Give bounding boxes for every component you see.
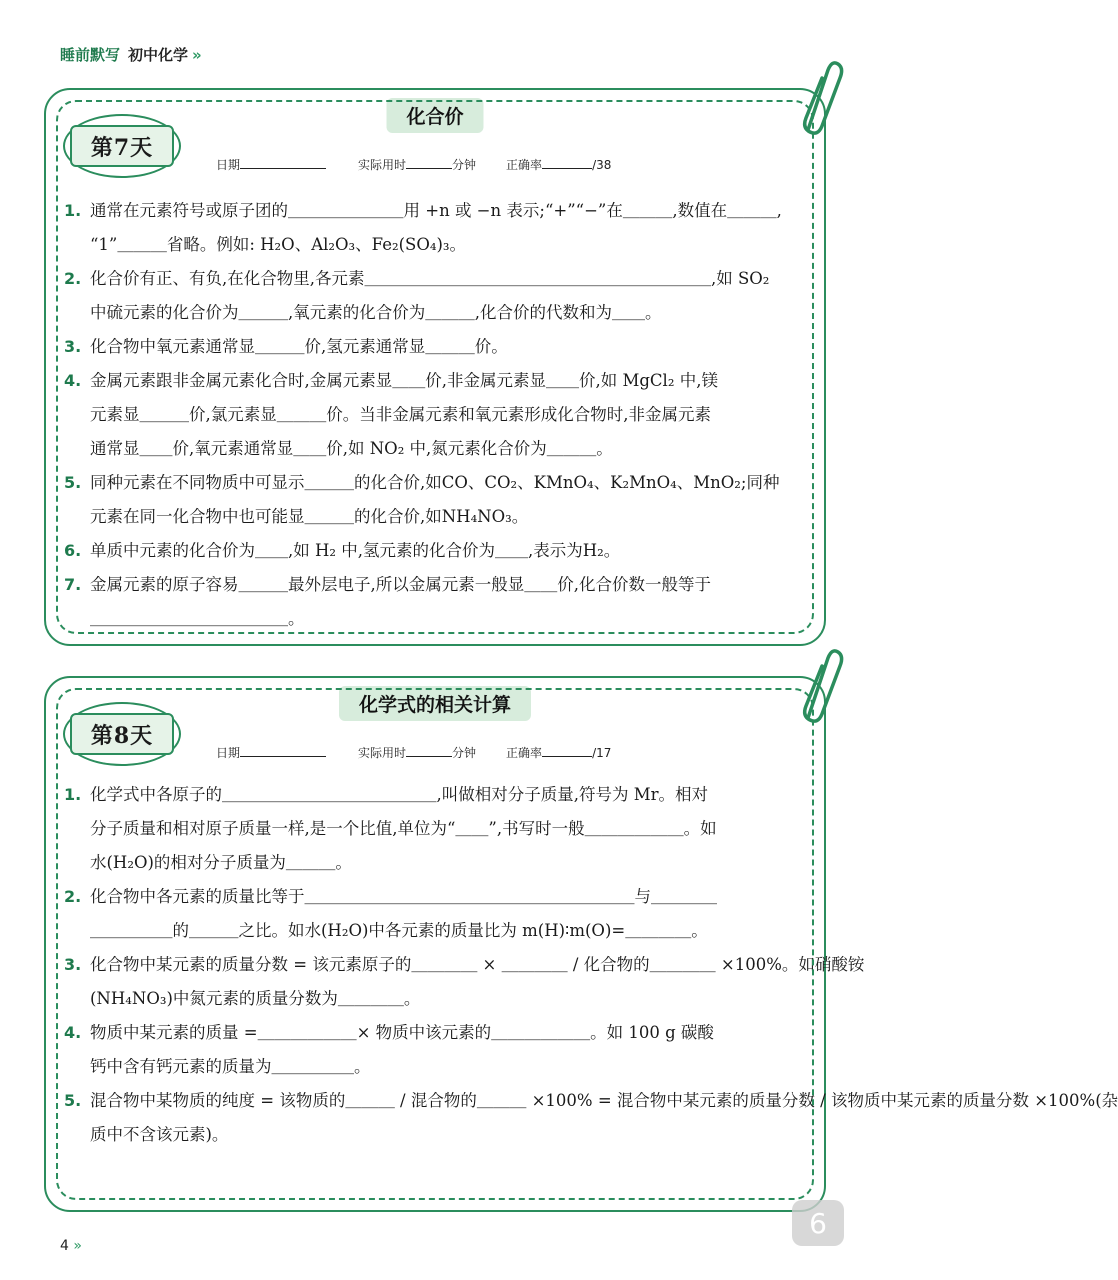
question-text xyxy=(90,466,806,534)
time-unit: 分钟 xyxy=(452,746,477,760)
question-line: 元素在同一化合物中也可能显＿＿＿的化合价,如NH₄NO₃。 xyxy=(90,507,529,526)
question-text xyxy=(90,1084,1118,1152)
question-line: 分子质量和相对原子质量一样,是一个比值,单位为“＿＿”,书写时一般＿＿＿＿＿＿。如 xyxy=(90,819,717,838)
section-title: 化合价 xyxy=(386,98,483,133)
question-number: 7. xyxy=(64,575,82,594)
subject-title: 初中化学 xyxy=(128,46,189,64)
book-title: 睡前默写 xyxy=(60,46,121,64)
accuracy-blank[interactable] xyxy=(542,744,592,757)
paperclip-icon xyxy=(794,648,842,726)
question-number: 4. xyxy=(64,1023,82,1042)
accuracy-total: /38 xyxy=(592,158,612,172)
question-item xyxy=(64,1016,806,1084)
page-number xyxy=(60,1238,82,1254)
question-text xyxy=(90,364,806,466)
date-label: 日期 xyxy=(216,158,241,172)
question-number: 2. xyxy=(64,269,82,288)
question-line: 化合物中氧元素通常显＿＿＿价,氢元素通常显＿＿＿价。 xyxy=(90,337,508,356)
question-text xyxy=(90,948,864,1016)
chevron-right-icon: » xyxy=(192,46,202,64)
day-badge xyxy=(63,114,181,178)
question-text xyxy=(90,194,806,262)
question-list xyxy=(64,778,1118,1152)
accuracy-label: 正确率 xyxy=(506,746,543,760)
time-blank[interactable] xyxy=(406,744,452,757)
question-line: 中硫元素的化合价为＿＿＿,氧元素的化合价为＿＿＿,化合价的代数和为＿＿。 xyxy=(90,303,662,322)
question-item xyxy=(64,534,806,568)
question-line: 化合物中各元素的质量比等于＿＿＿＿＿＿＿＿＿＿＿＿＿＿＿＿＿＿＿＿与＿＿＿＿ xyxy=(90,887,717,906)
question-line: 金属元素跟非金属元素化合时,金属元素显＿＿价,非金属元素显＿＿价,如 MgCl₂ 中,镁 xyxy=(90,371,718,390)
question-line: (NH₄NO₃)中氮元素的质量分数为＿＿＿＿。 xyxy=(90,989,421,1008)
time-unit: 分钟 xyxy=(452,158,477,172)
question-line: 通常在元素符号或原子团的＿＿＿＿＿＿＿用 +n 或 −n 表示;“+”“−”在＿＿＿,数值在＿＿＿, xyxy=(90,201,782,220)
section-title: 化学式的相关计算 xyxy=(339,686,531,721)
running-head xyxy=(60,44,202,65)
question-number: 2. xyxy=(64,887,82,906)
time-label: 实际用时 xyxy=(358,158,407,172)
question-number: 6. xyxy=(64,541,82,560)
chevron-right-icon: » xyxy=(73,1238,82,1254)
question-line: 质中不含该元素)。 xyxy=(90,1125,229,1144)
question-text xyxy=(90,778,806,880)
time-blank[interactable] xyxy=(406,156,452,169)
question-line: 物质中某元素的质量 =＿＿＿＿＿＿× 物质中该元素的＿＿＿＿＿＿。如 100 g 碳酸 xyxy=(90,1023,714,1042)
question-line: 混合物中某物质的纯度 = 该物质的＿＿＿ / 混合物的＿＿＿ ×100% = 混合物中某元素的质量分数 / 该物质中某元素的质量分数 ×100%(杂 xyxy=(90,1091,1118,1110)
question-number: 3. xyxy=(64,337,82,356)
question-item xyxy=(64,466,806,534)
question-text xyxy=(90,534,806,568)
question-line: 化合价有正、有负,在化合物里,各元素＿＿＿＿＿＿＿＿＿＿＿＿＿＿＿＿＿＿＿＿＿,如 SO₂ xyxy=(90,269,770,288)
question-line: 金属元素的原子容易＿＿＿最外层电子,所以金属元素一般显＿＿价,化合价数一般等于 xyxy=(90,575,711,594)
question-item xyxy=(64,778,806,880)
accuracy-label: 正确率 xyxy=(506,158,543,172)
question-text xyxy=(90,262,806,330)
watermark-badge: 6 xyxy=(792,1200,844,1246)
question-line: 化合物中某元素的质量分数 = 该元素原子的＿＿＿＿ × ＿＿＿＿ / 化合物的＿＿＿＿ ×100%。如硝酸铵 xyxy=(90,955,865,974)
meta-row xyxy=(216,744,611,761)
date-label: 日期 xyxy=(216,746,241,760)
paperclip-icon xyxy=(794,60,842,138)
question-line: 单质中元素的化合价为＿＿,如 H₂ 中,氢元素的化合价为＿＿,表示为H₂。 xyxy=(90,541,621,560)
question-line: 水(H₂O)的相对分子质量为＿＿＿。 xyxy=(90,853,352,872)
question-number: 1. xyxy=(64,785,82,804)
question-line: 元素显＿＿＿价,氯元素显＿＿＿价。当非金属元素和氧元素形成化合物时,非金属元素 xyxy=(90,405,711,424)
question-item xyxy=(64,1084,1118,1152)
question-item xyxy=(64,364,806,466)
question-line: 化学式中各原子的＿＿＿＿＿＿＿＿＿＿＿＿＿,叫做相对分子质量,符号为 Mr。相对 xyxy=(90,785,709,804)
question-line: ＿＿＿＿＿＿＿＿＿＿＿＿。 xyxy=(90,609,305,628)
question-item xyxy=(64,194,806,262)
question-number: 5. xyxy=(64,1091,82,1110)
meta-row xyxy=(216,156,611,173)
question-text xyxy=(90,880,806,948)
day8-card xyxy=(44,676,1118,1212)
date-blank[interactable] xyxy=(240,744,326,757)
accuracy-total: /17 xyxy=(592,746,612,760)
page-number-value: 4 xyxy=(60,1238,69,1254)
question-line: 钙中含有钙元素的质量为＿＿＿＿＿。 xyxy=(90,1057,371,1076)
question-line: ＿＿＿＿＿的＿＿＿之比。如水(H₂O)中各元素的质量比为 m(H)∶m(O)=＿＿＿＿。 xyxy=(90,921,708,940)
question-text xyxy=(90,330,806,364)
question-line: 同种元素在不同物质中可显示＿＿＿的化合价,如CO、CO₂、KMnO₄、K₂MnO₄、MnO₂;同种 xyxy=(90,473,780,492)
question-item xyxy=(64,330,806,364)
question-number: 4. xyxy=(64,371,82,390)
question-list xyxy=(64,194,806,636)
day-label: 第7天 xyxy=(70,125,174,167)
question-text xyxy=(90,1016,806,1084)
day-badge xyxy=(63,702,181,766)
question-number: 5. xyxy=(64,473,82,492)
day-label: 第8天 xyxy=(70,713,174,755)
question-item xyxy=(64,262,806,330)
date-blank[interactable] xyxy=(240,156,326,169)
question-line: 通常显＿＿价,氧元素通常显＿＿价,如 NO₂ 中,氮元素化合价为＿＿＿。 xyxy=(90,439,613,458)
day7-card xyxy=(44,88,826,646)
question-number: 3. xyxy=(64,955,82,974)
question-number: 1. xyxy=(64,201,82,220)
time-label: 实际用时 xyxy=(358,746,407,760)
accuracy-blank[interactable] xyxy=(542,156,592,169)
question-item xyxy=(64,880,806,948)
question-item xyxy=(64,568,806,636)
question-text xyxy=(90,568,806,636)
question-line: “1”＿＿＿省略。例如: H₂O、Al₂O₃、Fe₂(SO₄)₃。 xyxy=(90,235,467,254)
question-item xyxy=(64,948,865,1016)
